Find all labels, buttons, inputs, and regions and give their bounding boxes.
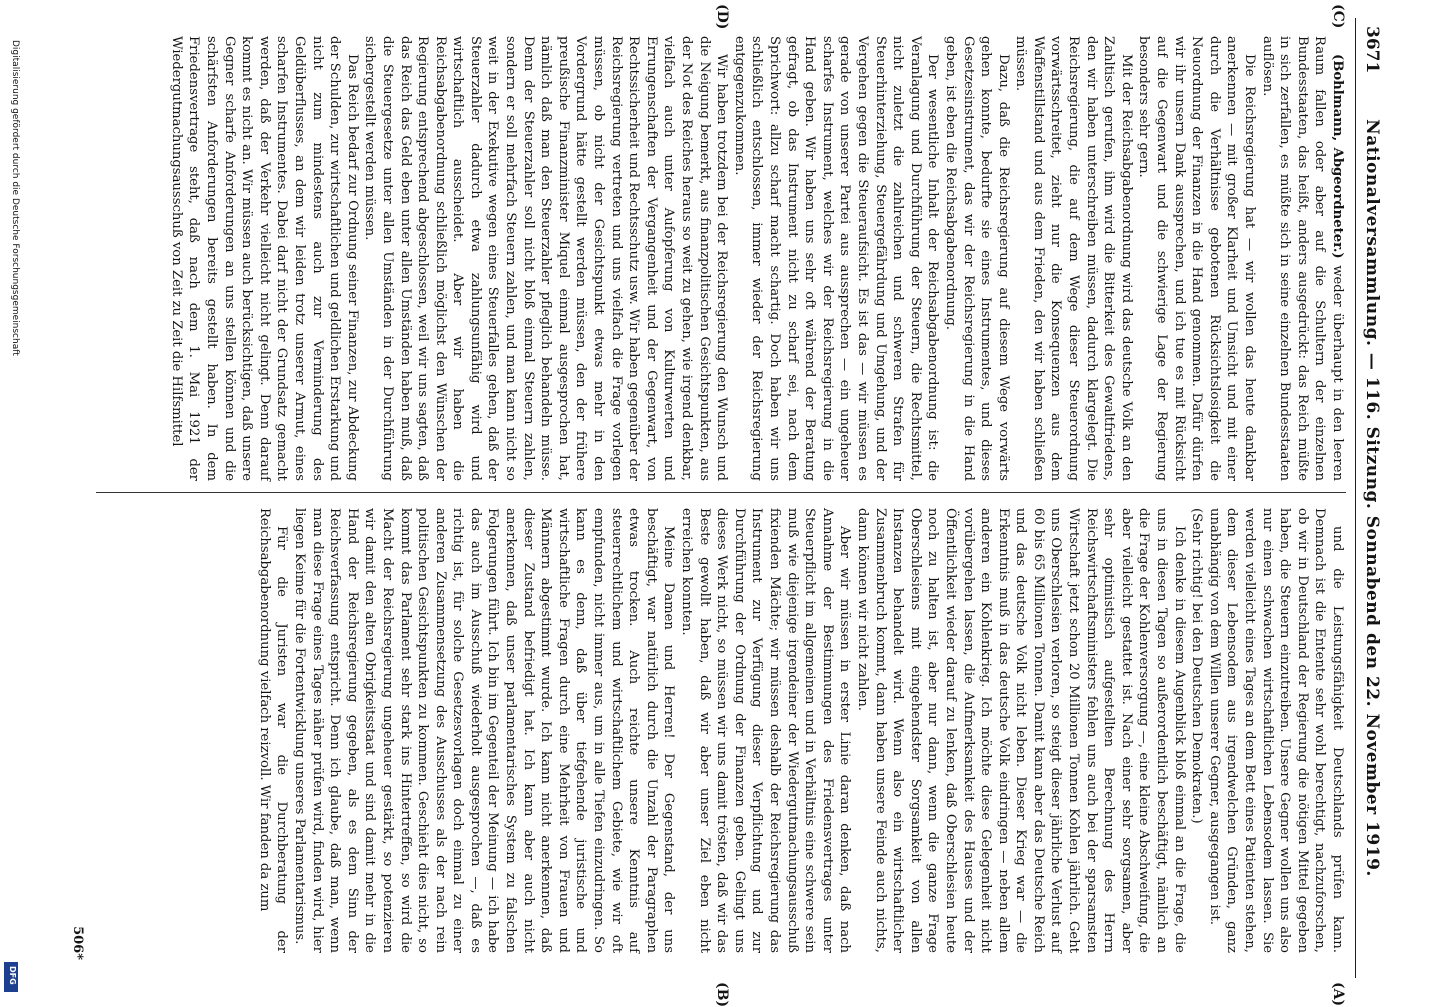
margin-marker-d: (D)	[714, 4, 730, 30]
margin-marker-b: (B)	[714, 982, 730, 1007]
paragraph	[941, 36, 1011, 481]
left-text-column	[167, 36, 1346, 481]
speaker-label: (Bohlmann, Abgeordneter.)	[1330, 54, 1345, 266]
paragraph	[1188, 508, 1206, 953]
page-title: Nationalversammlung. — 116. Sitzung. Sonnabend den 22. November 1919.	[1362, 119, 1382, 877]
margin-marker-c: (C)	[1330, 4, 1346, 29]
paragraph	[730, 36, 941, 481]
digitization-note-text: Digitalisierung gefördert durch die Deutsche Forschungsgemeinschaft	[10, 40, 20, 356]
paragraph-text: Meine Damen und Herren! Der Gegenstand, der uns beschäftigt, war natürlich durch die Unzahl der Paragraphen etwas trocken. Auch reichte unsere Kenntnis auf steuerrechtlichem und wirtschaftlichem Gebiete, wie wir oft empfunden, nicht immer aus, um in alle Tiefen einzudringen. So kann es denn, daß über tiefgehende juristische und wirtschaftliche Fragen durch eine Mehrheit von Frauen und Männern abgestimmt wurde. Ich kann nicht anerkennen, daß dieser Zustand befriedigt hat. Ich kann aber auch nicht anerkennen, daß unser parlamentarisches System zu falschen Folgerungen führt. Ich bin im Gegenteil der Meinung — ich habe das auch im Ausschuß wiederholt ausgesprochen —, daß es richtig ist, für solche Gesetzesvorlagen doch einmal zu einer anderen Zusammensetzung des Ausschusses als der nach rein politischen Gesichtspunkten zu kommen. Geschieht dies nicht, so kommt das Parlament sehr stark ins Hintertreffen, so wird die Macht der Reichsregierung ungeheuer gestärkt, so potenzieren wir damit den alten Obrigkeitsstaat und sind damit mehr in die Hand der Reichsregierung gegeben, als es dem Sinn der Reichsverfassung entspricht. Denn ich glaube, daß man, wenn man diese Frage eines Tages näher prüfen wird, finden wird, hier liegen Keime für die Fortentwicklung unseres Parlamentarismus.	[291, 508, 677, 953]
paragraph-text: Für die Juristen war die Durchberatung der Reichsabgabenordnung vielfach reizvoll. Wir fanden da zum	[256, 508, 290, 953]
paragraph	[361, 36, 730, 481]
page-number: 3671	[1362, 26, 1382, 74]
page-header	[1355, 18, 1390, 978]
paragraph-text: Aber wir müssen in erster Linie daran denken, daß nach Annahme der Bestimmungen des Friedensvertrages unter Steuerpflicht im allgemeinen und in Verhältnis eine schwere sein muß wie diejenige irgendeiner der Wiedergutmachungsausschuß fixienden Mächte; wir müssen deshalb der Reichsregierung das Instrument zur Verfügung dieser Verpflichtung und zur Durchführung der Ordnung der Finanzen geben. Gelingt uns dieses Werk nicht, so müssen wir uns damit trösten, daß wir das Beste gewollt haben, daß wir aber unser Ziel eben nicht erreichen konnten.	[679, 508, 853, 953]
column-divider	[96, 492, 1346, 493]
paragraph	[1012, 36, 1135, 481]
paragraph-text: und die Leistungsfähigkeit Deutschlands prüfen kann. Demnach ist die Entente sehr wohl berechtigt, nachzuforschen, ob wir in Deutschland der Regierung die nötigen Mittel gegeben haben, die Steuern einzutreiben. Unsere Gegner wollen uns also nur einen schwachen wirtschaftlichen Lebensodem lassen. Sie werden vielleicht eines Tages an dem Bett eines Patienten stehen, dem dieser Lebensodem aus irgendwelchen Gründen, ganz unabhängig von dem Willen unserer Gegner, ausgegangen ist.	[1206, 508, 1345, 953]
paragraph-text: weder überhaupt in den leeren Raum fallen oder aber auf die Schultern der einzelnen Bundesstaaten, das heißt, anders ausgedrückt: das Reich müßte in sich zerfallen, es müßte sich in seine einzelnen Bundesstaaten auflösen.	[1259, 36, 1345, 481]
paragraph-text: Der wesentliche Inhalt der Reichsabgabenordnung ist: die Veranlagung und Durchführung der Steuern, die Rechtsmittel, nicht zuletzt die zahlreichen und schweren Strafen für Steuerhinterziehung, Steuergefährdung und Umgehung, und der Vergehen gegen die Steueraufsicht. Es ist das — wir müssen es gerade von unserer Partei aus aussprechen — ein ungeheuer scharfes Instrument, welches wir der Reichsregierung in die Hand geben. Wir haben uns sehr oft während der Beratung gefragt, ob das Instrument nicht zu scharf sei, nach dem Sprichwort: allzu scharf macht schartig. Doch haben wir uns schließlich entschlossen, immer wieder der Reichsregierung entgegenzukommen.	[731, 36, 941, 481]
paragraph	[167, 36, 361, 481]
dfg-logo-text: DFG	[8, 966, 17, 985]
paragraph	[1205, 508, 1346, 953]
right-text-column	[255, 508, 1346, 953]
rotated-page-content	[60, 4, 1390, 1007]
paragraph-text: Das Reich bedarf zur Ordnung seiner Finanzen, zur Abdeckung der Schulden, zur wirtschaftlichen und geldlichen Erstarkung und nicht zum mindestens auch zur Verminderung des Geldüberflusses, an dem wir leiden trotz unserer Armut, eines scharfen Instrumentes. Dabei darf nicht der Grundsatz gemacht werden, daß der Verkehr vielleicht nicht gelingt. Denn darauf kommt es nicht an. Wir müssen auch berücksichtigen, daß unsere Gegner scharfe Anforderungen an uns stellen können und die schärfsten Anforderungen bereits gestellt haben. In dem Friedensvertrage steht, daß nach dem 1. Mai 1921 der Wiedergutmachungsausschuß von Zeit zu Zeit die Hilfsmittel	[168, 36, 360, 481]
paragraph	[1135, 36, 1258, 481]
paragraph-text: Wir haben trotzdem bei der Reichsregierung den Wunsch und die Neigung bemerkt, aus finanzpolitischen Gesichtspunkten, aus der Not des Reiches heraus so weit zu gehen, wie irgend denkbar, vielfach auch unter Aufopferung von Kulturwerten und Errungenschaften der Vergangenheit und der Gegenwart, von Rechtssicherheit und Rechtsschutz usw. Wir haben gegenüber der Reichsregierung vertreten und uns vielfach die Frage vorlegen müssen, ob nicht der Gesichtspunkt etwas mehr in den Vordergrund hätte gestellt werden müssen, den der frühere preußische Finanzminister Miquel einmal ausgesprochen hat, nämlich daß man den Steuerzahler pfleglich behandeln müsse. Denn der Steuerzahler soll nicht bloß einmal Steuern zahlen, sondern er soll mehrfach Steuern zahlen, und man kann nicht so weit in der Exekutive wegen eines Steuerfalles gehen, daß der Steuerzahler dadurch etwa zahlungsunfähig wird und wirtschaftlich ausscheidet. Aber wir haben die Reichsabgabenordnung schließlich möglichst den Wünschen der Regierung entsprechend abgeschlossen, weil wir uns sagten, daß das Reich das Geld eben unter allen Umständen haben muß, daß die Steuergesetze unter allen Umständen in der Durchführung sichergestellt werden müssen.	[362, 36, 730, 481]
signature-mark: 506*	[70, 926, 85, 960]
paragraph	[290, 508, 677, 953]
paragraph-text: Mit der Reichsabgabenordnung wird das deutsche Volk an den Zahltisch gerufen, ihm wird die Bitterkeit des Gewaltfriedens, den wir haben unterschreiben müssen, dadurch klargelegt. Die Reichsregierung, die auf dem Wege dieser Steuerordnung vorwärtsschreitet, zieht nur die Konsequenzen aus dem Waffenstillstand und aus dem Frieden, den wir haben schließen müssen.	[1013, 36, 1134, 481]
digitization-note	[2, 40, 24, 980]
margin-marker-a: (A)	[1330, 982, 1346, 1007]
paragraph	[677, 508, 853, 953]
dfg-logo	[4, 962, 18, 992]
paragraph	[1258, 36, 1346, 481]
paragraph-text: Ich denke in diesem Augenblick bloß einmal an die Frage, die uns in diesen Tagen so außerordentlich beschäftigt, nämlich an die Frage der Kohlenversorgung —, eine kleine Abschweifung, die aber vielleicht gestattet ist. Nach einer sehr sorgsamen, aber sehr optimistisch aufgestellten Berechnung des Herrn Reichswirtschaftsministers fehlen uns auch bei der sparsamsten Wirtschaft jetzt schon 20 Millionen Tonnen Kohlen jährlich. Geht uns Oberschlesien verloren, so steigt dieser jährliche Verlust auf 60 bis 65 Millionen Tonnen. Damit kann aber das Deutsche Reich und das deutsche Volk nicht leben. Dieser Krieg war — die Erkenntnis muß in das deutsche Volk eindringen — neben allem anderen ein Kohlenkrieg. Ich möchte diese Gelegenheit nicht vorübergehen lassen, die Aufmerksamkeit des Hauses und der Öffentlichkeit wieder darauf zu lenken, daß Oberschlesien heute noch zu halten ist, aber nur dann, wenn die ganze Frage Oberschlesiens mit eingehendster Sorgsamkeit von allen Instanzen behandelt wird. Wenn also ein wirtschaftlicher Zusammenbruch kommt, dann haben unsere Feinde auch nichts, dann können wir nicht zahlen.	[854, 508, 1187, 953]
paragraph-text: (Sehr richtig! bei den Deutschen Demokraten.)	[1189, 508, 1205, 824]
paragraph-text: Die Reichsregierung hat — wir wollen das heute dankbar anerkennen — mit großer Klarheit und Umsicht und mit einer durch die Verhältnisse gebotenen Rücksichtslosigkeit die Neuordnung der Finanzen in die Hand genommen. Dafür dürfen wir ihr unsern Dank aussprechen, und ich tue es mit Rücksicht auf die Gegenwart und die schwierige Lage der Regierung besonders sehr gern.	[1136, 36, 1258, 481]
paragraph	[853, 508, 1187, 953]
paragraph-text: Dazu, daß die Reichsregierung auf diesem Wege vorwärts gehen konnte, bedurfte sie eines Instrumentes, und dieses Gesetzesinstrument, das wir der Reichsregierung in die Hand geben, ist eben die Reichsabgabenordnung.	[942, 36, 1011, 481]
paragraph	[255, 508, 290, 953]
